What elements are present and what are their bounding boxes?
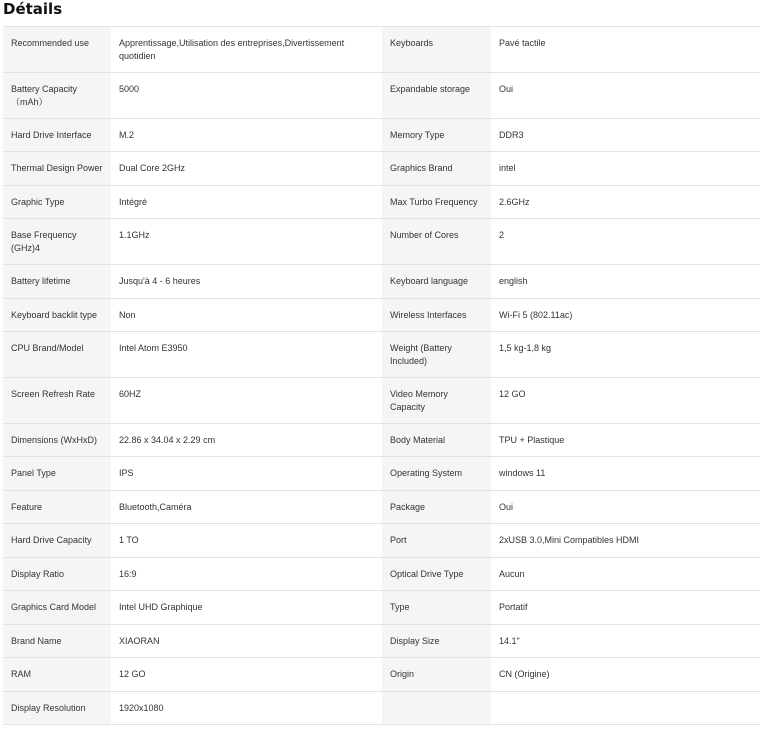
spec-label: Body Material	[382, 424, 491, 457]
spec-label: Type	[382, 591, 491, 625]
spec-label: Battery lifetime	[3, 265, 111, 299]
table-row	[3, 265, 760, 299]
spec-value: 1920x1080	[111, 692, 382, 725]
table-row	[3, 424, 760, 457]
spec-label: Max Turbo Frequency	[382, 186, 491, 219]
spec-label: Optical Drive Type	[382, 558, 491, 591]
spec-value: 1,5 kg-1,8 kg	[491, 332, 760, 378]
spec-value: Aucun	[491, 558, 760, 591]
spec-label: RAM	[3, 658, 111, 692]
spec-label: Operating System	[382, 457, 491, 491]
spec-value: Pavé tactile	[491, 27, 760, 73]
spec-label: Hard Drive Capacity	[3, 524, 111, 558]
spec-label: Port	[382, 524, 491, 558]
spec-label: Display Size	[382, 625, 491, 658]
table-row	[3, 332, 760, 378]
spec-value: Jusqu'à 4 - 6 heures	[111, 265, 382, 299]
spec-label: Battery Capacity（mAh）	[3, 73, 111, 119]
spec-value: Intel Atom E3950	[111, 332, 382, 378]
spec-value: Intégré	[111, 186, 382, 219]
spec-label: Hard Drive Interface	[3, 119, 111, 152]
spec-value: 1.1GHz	[111, 219, 382, 265]
table-row	[3, 491, 760, 524]
spec-value: XIAORAN	[111, 625, 382, 658]
spec-value: 14.1"	[491, 625, 760, 658]
spec-value: 2xUSB 3.0,Mini Compatibles HDMI	[491, 524, 760, 558]
spec-label: Memory Type	[382, 119, 491, 152]
table-row	[3, 658, 760, 692]
spec-label-empty	[382, 692, 491, 725]
table-row	[3, 625, 760, 658]
table-row	[3, 186, 760, 219]
spec-label: Dimensions (WxHxD)	[3, 424, 111, 457]
spec-label: Recommended use	[3, 27, 111, 73]
table-row	[3, 27, 760, 73]
spec-value-empty	[491, 692, 760, 725]
spec-value: 12 GO	[111, 658, 382, 692]
table-row	[3, 692, 760, 725]
spec-label: Screen Refresh Rate	[3, 378, 111, 424]
table-row	[3, 558, 760, 591]
spec-value: 22.86 x 34.04 x 2.29 cm	[111, 424, 382, 457]
spec-label: Weight (Battery Included)	[382, 332, 491, 378]
spec-label: Display Resolution	[3, 692, 111, 725]
spec-label: Video Memory Capacity	[382, 378, 491, 424]
spec-label: Keyboard backlit type	[3, 299, 111, 332]
spec-label: CPU Brand/Model	[3, 332, 111, 378]
spec-label: Keyboard language	[382, 265, 491, 299]
spec-value: english	[491, 265, 760, 299]
spec-value: windows 11	[491, 457, 760, 491]
spec-label: Display Ratio	[3, 558, 111, 591]
spec-value: CN (Origine)	[491, 658, 760, 692]
spec-label: Base Frequency (GHz)4	[3, 219, 111, 265]
spec-value: 1 TO	[111, 524, 382, 558]
spec-value: Intel UHD Graphique	[111, 591, 382, 625]
spec-value: 2.6GHz	[491, 186, 760, 219]
specs-table	[3, 26, 760, 725]
spec-label: Thermal Design Power	[3, 152, 111, 186]
spec-label: Graphics Card Model	[3, 591, 111, 625]
table-row	[3, 152, 760, 186]
spec-value: Dual Core 2GHz	[111, 152, 382, 186]
spec-value: intel	[491, 152, 760, 186]
spec-label: Origin	[382, 658, 491, 692]
spec-value: TPU + Plastique	[491, 424, 760, 457]
spec-value: M.2	[111, 119, 382, 152]
spec-label: Panel Type	[3, 457, 111, 491]
spec-value: Portatif	[491, 591, 760, 625]
spec-label: Graphic Type	[3, 186, 111, 219]
table-row	[3, 73, 760, 119]
spec-label: Number of Cores	[382, 219, 491, 265]
table-row	[3, 119, 760, 152]
spec-label: Keyboards	[382, 27, 491, 73]
spec-value: Wi-Fi 5 (802.11ac)	[491, 299, 760, 332]
table-row	[3, 378, 760, 424]
table-row	[3, 524, 760, 558]
table-row	[3, 299, 760, 332]
spec-label: Feature	[3, 491, 111, 524]
section-title: Détails	[3, 0, 63, 18]
spec-value: 2	[491, 219, 760, 265]
spec-value: DDR3	[491, 119, 760, 152]
spec-value: 60HZ	[111, 378, 382, 424]
spec-label: Package	[382, 491, 491, 524]
spec-value: Non	[111, 299, 382, 332]
table-row	[3, 219, 760, 265]
table-row	[3, 591, 760, 625]
spec-value: Oui	[491, 491, 760, 524]
spec-value: IPS	[111, 457, 382, 491]
spec-value: Apprentissage,Utilisation des entreprises,Divertissement quotidien	[111, 27, 382, 73]
spec-value: Bluetooth,Caméra	[111, 491, 382, 524]
spec-label: Brand Name	[3, 625, 111, 658]
spec-value: 16:9	[111, 558, 382, 591]
table-row	[3, 457, 760, 491]
spec-label: Wireless Interfaces	[382, 299, 491, 332]
spec-value: 5000	[111, 73, 382, 119]
spec-label: Graphics Brand	[382, 152, 491, 186]
spec-value: Oui	[491, 73, 760, 119]
spec-value: 12 GO	[491, 378, 760, 424]
spec-label: Expandable storage	[382, 73, 491, 119]
